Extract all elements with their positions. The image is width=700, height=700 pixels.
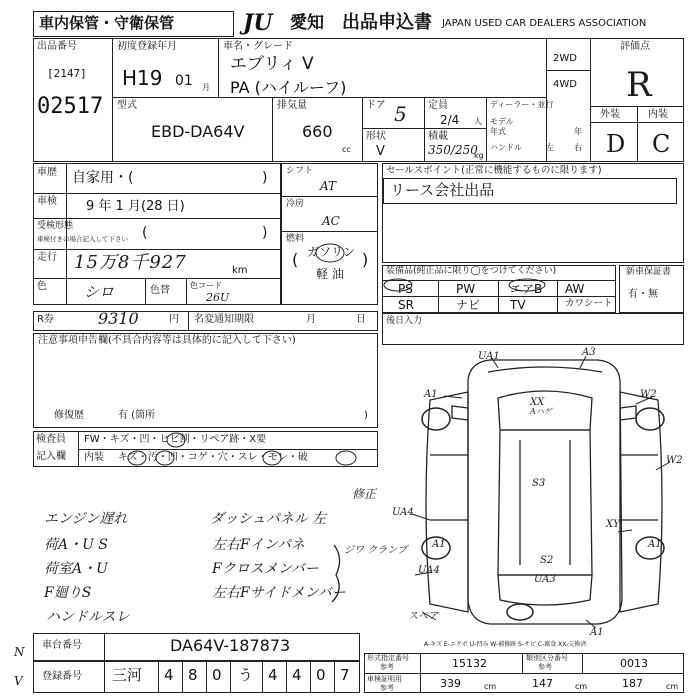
fuel-value: ガソリン bbox=[307, 245, 356, 259]
handwritten-note-3: 左右Fインパネ bbox=[212, 537, 305, 553]
load-value: 350/250 bbox=[428, 143, 478, 157]
shift-label: シフト bbox=[286, 166, 314, 176]
color-value: シロ bbox=[84, 283, 115, 301]
diagram-mark-5: Aハゲ bbox=[530, 407, 552, 416]
equipment-item-2: エアB bbox=[510, 282, 543, 296]
drive-2wd: 2WD bbox=[553, 53, 577, 64]
ac-value: AC bbox=[322, 214, 340, 228]
score-int-label: 内装 bbox=[648, 109, 668, 120]
model-year-label: モデル bbox=[490, 117, 514, 126]
selling-point-label: セールスポイント(正常に機能するものに限ります) bbox=[386, 165, 602, 176]
diagram-mark-1: A3 bbox=[582, 347, 596, 358]
lot-sub-number: [2147] bbox=[47, 67, 87, 80]
plate-label: 登録番号 bbox=[42, 671, 82, 682]
color-code-label: 色コード bbox=[190, 281, 222, 290]
model-grade: PA (ハイルーフ) bbox=[230, 78, 347, 97]
diagram-mark-13: A1 bbox=[432, 539, 446, 550]
equipment-item-4: SR bbox=[398, 298, 414, 312]
color-change-label: 色替 bbox=[150, 285, 170, 296]
first-reg-month: 01 bbox=[175, 73, 193, 89]
plate-number-digit-3: 7 bbox=[340, 666, 350, 684]
spec-width-unit: cm bbox=[575, 682, 588, 691]
plate-region: 三河 bbox=[112, 666, 143, 684]
diagram-mark-11: S2 bbox=[540, 555, 554, 566]
spec-height: 187 bbox=[622, 677, 643, 690]
load-label: 積載 bbox=[428, 131, 448, 142]
later-input-label: 後日入力 bbox=[386, 316, 423, 326]
handle-left: 左 bbox=[546, 143, 554, 152]
handwritten-note-2: 荷A・U S bbox=[44, 537, 108, 553]
year-unit: 年 bbox=[574, 127, 582, 136]
score-label: 評価点 bbox=[620, 41, 650, 52]
spec-cat-label2: 参考 bbox=[538, 663, 552, 671]
diagram-mark-6: S3 bbox=[532, 478, 546, 489]
inspection-label: 車検 bbox=[37, 196, 57, 207]
logo-place: 愛知 bbox=[290, 13, 324, 33]
score-int-value: C bbox=[652, 130, 671, 158]
warranty-label: 新車保証書 bbox=[626, 267, 672, 277]
repair-close: ) bbox=[364, 410, 368, 421]
inspector-label2: 記入欄 bbox=[36, 451, 66, 462]
equipment-item-5: ナビ bbox=[456, 298, 481, 312]
diagram-mark-15: スペア bbox=[408, 611, 438, 622]
first-reg-month-unit: 月 bbox=[202, 83, 210, 92]
later-input-block bbox=[382, 313, 684, 345]
spec-size-label2: 参考 bbox=[380, 684, 394, 692]
equipment-item-3: AW bbox=[565, 282, 585, 296]
fuel-open: ( bbox=[292, 250, 299, 269]
plate-number-digit-0: 4 bbox=[268, 666, 278, 684]
doors-value: 5 bbox=[394, 102, 407, 126]
inspector-row2: キズ・汚・凹・コゲ・穴・スレ・モレ・破 bbox=[118, 452, 308, 463]
history-close: ) bbox=[262, 170, 268, 186]
diagram-mark-0: UA1 bbox=[478, 351, 500, 362]
diagram-mark-8: XY bbox=[606, 519, 620, 530]
equipment-item-7: カワシート bbox=[565, 298, 613, 309]
selling-point-value: リース会社出品 bbox=[390, 181, 495, 199]
handle-right: 右 bbox=[574, 143, 582, 152]
handle-label: ハンドル bbox=[490, 143, 522, 152]
diagram-mark-10: UA4 bbox=[418, 565, 440, 576]
diagram-mark-14: A1 bbox=[648, 539, 662, 550]
doors-label: ドア bbox=[366, 100, 386, 111]
shape-value: V bbox=[376, 144, 385, 159]
model-name: エブリィ V bbox=[230, 54, 314, 74]
diagram-mark-7: W2 bbox=[666, 455, 683, 466]
handwritten-note-8: ハンドルスレ bbox=[46, 609, 130, 625]
margin-mark-v: V bbox=[14, 674, 23, 688]
spec-cat-value: 0013 bbox=[620, 657, 648, 670]
fuel-value2: 軽 油 bbox=[316, 267, 344, 281]
model-name-label: 車名・グレード bbox=[223, 41, 293, 52]
diagram-mark-4: XX bbox=[530, 397, 545, 408]
displacement-label: 排気量 bbox=[277, 100, 307, 111]
inspector-label1: 検査員 bbox=[36, 434, 66, 445]
recycle-label: R券 bbox=[37, 314, 54, 325]
capacity-unit: 人 bbox=[474, 117, 482, 126]
notes-block bbox=[33, 333, 378, 428]
diagram-mark-3: W2 bbox=[640, 389, 657, 400]
ac-label: 冷房 bbox=[286, 199, 305, 209]
color-label: 色 bbox=[37, 281, 47, 292]
chassis-label: 車台番号 bbox=[42, 640, 82, 651]
inspection-type-label: 受検形態 bbox=[37, 221, 74, 231]
storage-label: 車内保管・守衛保管 bbox=[39, 14, 175, 32]
vehicle-info-block bbox=[33, 163, 281, 305]
diagram-mark-12: UA3 bbox=[534, 574, 556, 585]
inspection-type-note: 車検付きの場合記入して下さい bbox=[37, 235, 128, 243]
handwritten-note-7: 左右Fサイドメンバー bbox=[212, 585, 346, 601]
spec-type-value: 15132 bbox=[452, 657, 487, 670]
inspector-row2-label: 内装 bbox=[84, 452, 104, 463]
form-title: 出品申込書 bbox=[342, 12, 432, 33]
repair-label: 修復歴 bbox=[54, 410, 84, 421]
warranty-value: 有・無 bbox=[628, 289, 658, 300]
type-value: EBD-DA64V bbox=[151, 122, 245, 141]
fuel-close: ) bbox=[362, 250, 369, 269]
history-label: 車歴 bbox=[37, 167, 57, 178]
recycle-unit: 円 bbox=[169, 314, 179, 325]
association-name: JAPAN USED CAR DEALERS ASSOCIATION bbox=[442, 18, 647, 29]
mileage-label: 走行 bbox=[37, 252, 57, 263]
logo-mark: JU bbox=[243, 10, 273, 36]
spec-type-label2: 参考 bbox=[380, 663, 394, 671]
diagram-mark-2: A1 bbox=[424, 389, 438, 400]
handwritten-note-0: エンジン遅れ bbox=[44, 511, 128, 527]
name-change-day: 日 bbox=[356, 314, 366, 325]
notes-label: 注意事項申告欄(不具合内容等は具体的に記入して下さい) bbox=[38, 335, 296, 346]
displacement-value: 660 bbox=[302, 122, 333, 141]
plate-class-digit-1: 8 bbox=[188, 666, 198, 684]
lot-label: 出品番号 bbox=[37, 41, 77, 52]
model-year-label2: 年式 bbox=[490, 127, 506, 136]
first-reg-year: H19 bbox=[122, 66, 163, 90]
handwritten-note-1: ダッシュパネル 左 bbox=[210, 511, 327, 527]
margin-mark-n: N bbox=[14, 645, 25, 659]
type-label: 型式 bbox=[117, 100, 137, 111]
handwritten-note-5: Fクロスメンバー bbox=[212, 561, 319, 577]
spec-width: 147 bbox=[532, 677, 553, 690]
spec-height-unit: cm bbox=[666, 682, 679, 691]
inspection-value: 9 年 1 月(28 日) bbox=[86, 199, 185, 214]
score-value: R bbox=[626, 65, 652, 105]
equipment-item-1: PW bbox=[456, 282, 476, 296]
score-ext-value: D bbox=[606, 130, 626, 158]
shape-label: 形状 bbox=[366, 131, 386, 142]
damage-legend: A-キズ E-エクボ U-凹み W-補修跡 S-サビ C-腐食 XX-交換済 bbox=[424, 641, 587, 648]
inspector-row1: FW・キズ・凹・ヒビ割・リペア跡・X要 bbox=[84, 434, 267, 445]
plate-number-digit-2: 0 bbox=[316, 666, 326, 684]
equipment-item-0: PS bbox=[398, 282, 413, 296]
load-unit: kg bbox=[474, 151, 484, 160]
name-change-month: 月 bbox=[306, 314, 316, 325]
chassis-value: DA64V-187873 bbox=[170, 636, 291, 655]
spec-length: 339 bbox=[440, 677, 461, 690]
plate-class-digit-0: 4 bbox=[164, 666, 174, 684]
handwritten-note-6: F廻りS bbox=[44, 585, 92, 601]
drive-4wd: 4WD bbox=[553, 79, 577, 90]
spec-size-label: 車検証明用 bbox=[367, 675, 402, 683]
name-change-label: 名変通知期限 bbox=[194, 314, 254, 325]
diagram-mark-9: UA4 bbox=[392, 507, 414, 518]
handwritten-note-10: ジワ クランプ bbox=[344, 545, 408, 556]
spec-cat-label: 類別区分番号 bbox=[526, 654, 568, 662]
color-code-value: 26U bbox=[206, 291, 230, 304]
dealer-label: ディーラー・並行 bbox=[490, 100, 554, 109]
plate-number-digit-1: 4 bbox=[292, 666, 302, 684]
shift-value: AT bbox=[320, 179, 337, 193]
score-ext-label: 外装 bbox=[600, 109, 620, 120]
history-value: 自家用・( bbox=[72, 170, 134, 186]
equipment-label: 装備品(純正品に限り◯をつけてください) bbox=[386, 266, 557, 276]
mileage-unit: km bbox=[232, 265, 248, 276]
spec-type-label: 形式指定番号 bbox=[367, 654, 409, 662]
plate-class-digit-2: 0 bbox=[212, 666, 222, 684]
fuel-label: 燃料 bbox=[286, 234, 305, 244]
mileage-value: 15万8千927 bbox=[74, 252, 187, 273]
handwritten-note-9: 修正 bbox=[352, 487, 377, 501]
inspection-type-open: ( bbox=[142, 225, 148, 241]
diagram-mark-16: A1 bbox=[590, 627, 604, 638]
first-reg-label: 初度登録年月 bbox=[117, 41, 177, 52]
displacement-unit: cc bbox=[342, 145, 351, 154]
recycle-value: 9310 bbox=[98, 309, 139, 328]
lot-number: 02517 bbox=[37, 94, 104, 119]
plate-kana: う bbox=[238, 666, 254, 684]
capacity-label: 定員 bbox=[428, 100, 448, 111]
equipment-item-6: TV bbox=[510, 298, 526, 312]
capacity-value: 2/4 bbox=[440, 113, 460, 127]
repair-value: 有 (箇所 bbox=[118, 410, 156, 421]
spec-length-unit: cm bbox=[484, 682, 497, 691]
inspection-type-close: ) bbox=[262, 225, 268, 241]
handwritten-note-4: 荷室A・U bbox=[44, 561, 108, 577]
